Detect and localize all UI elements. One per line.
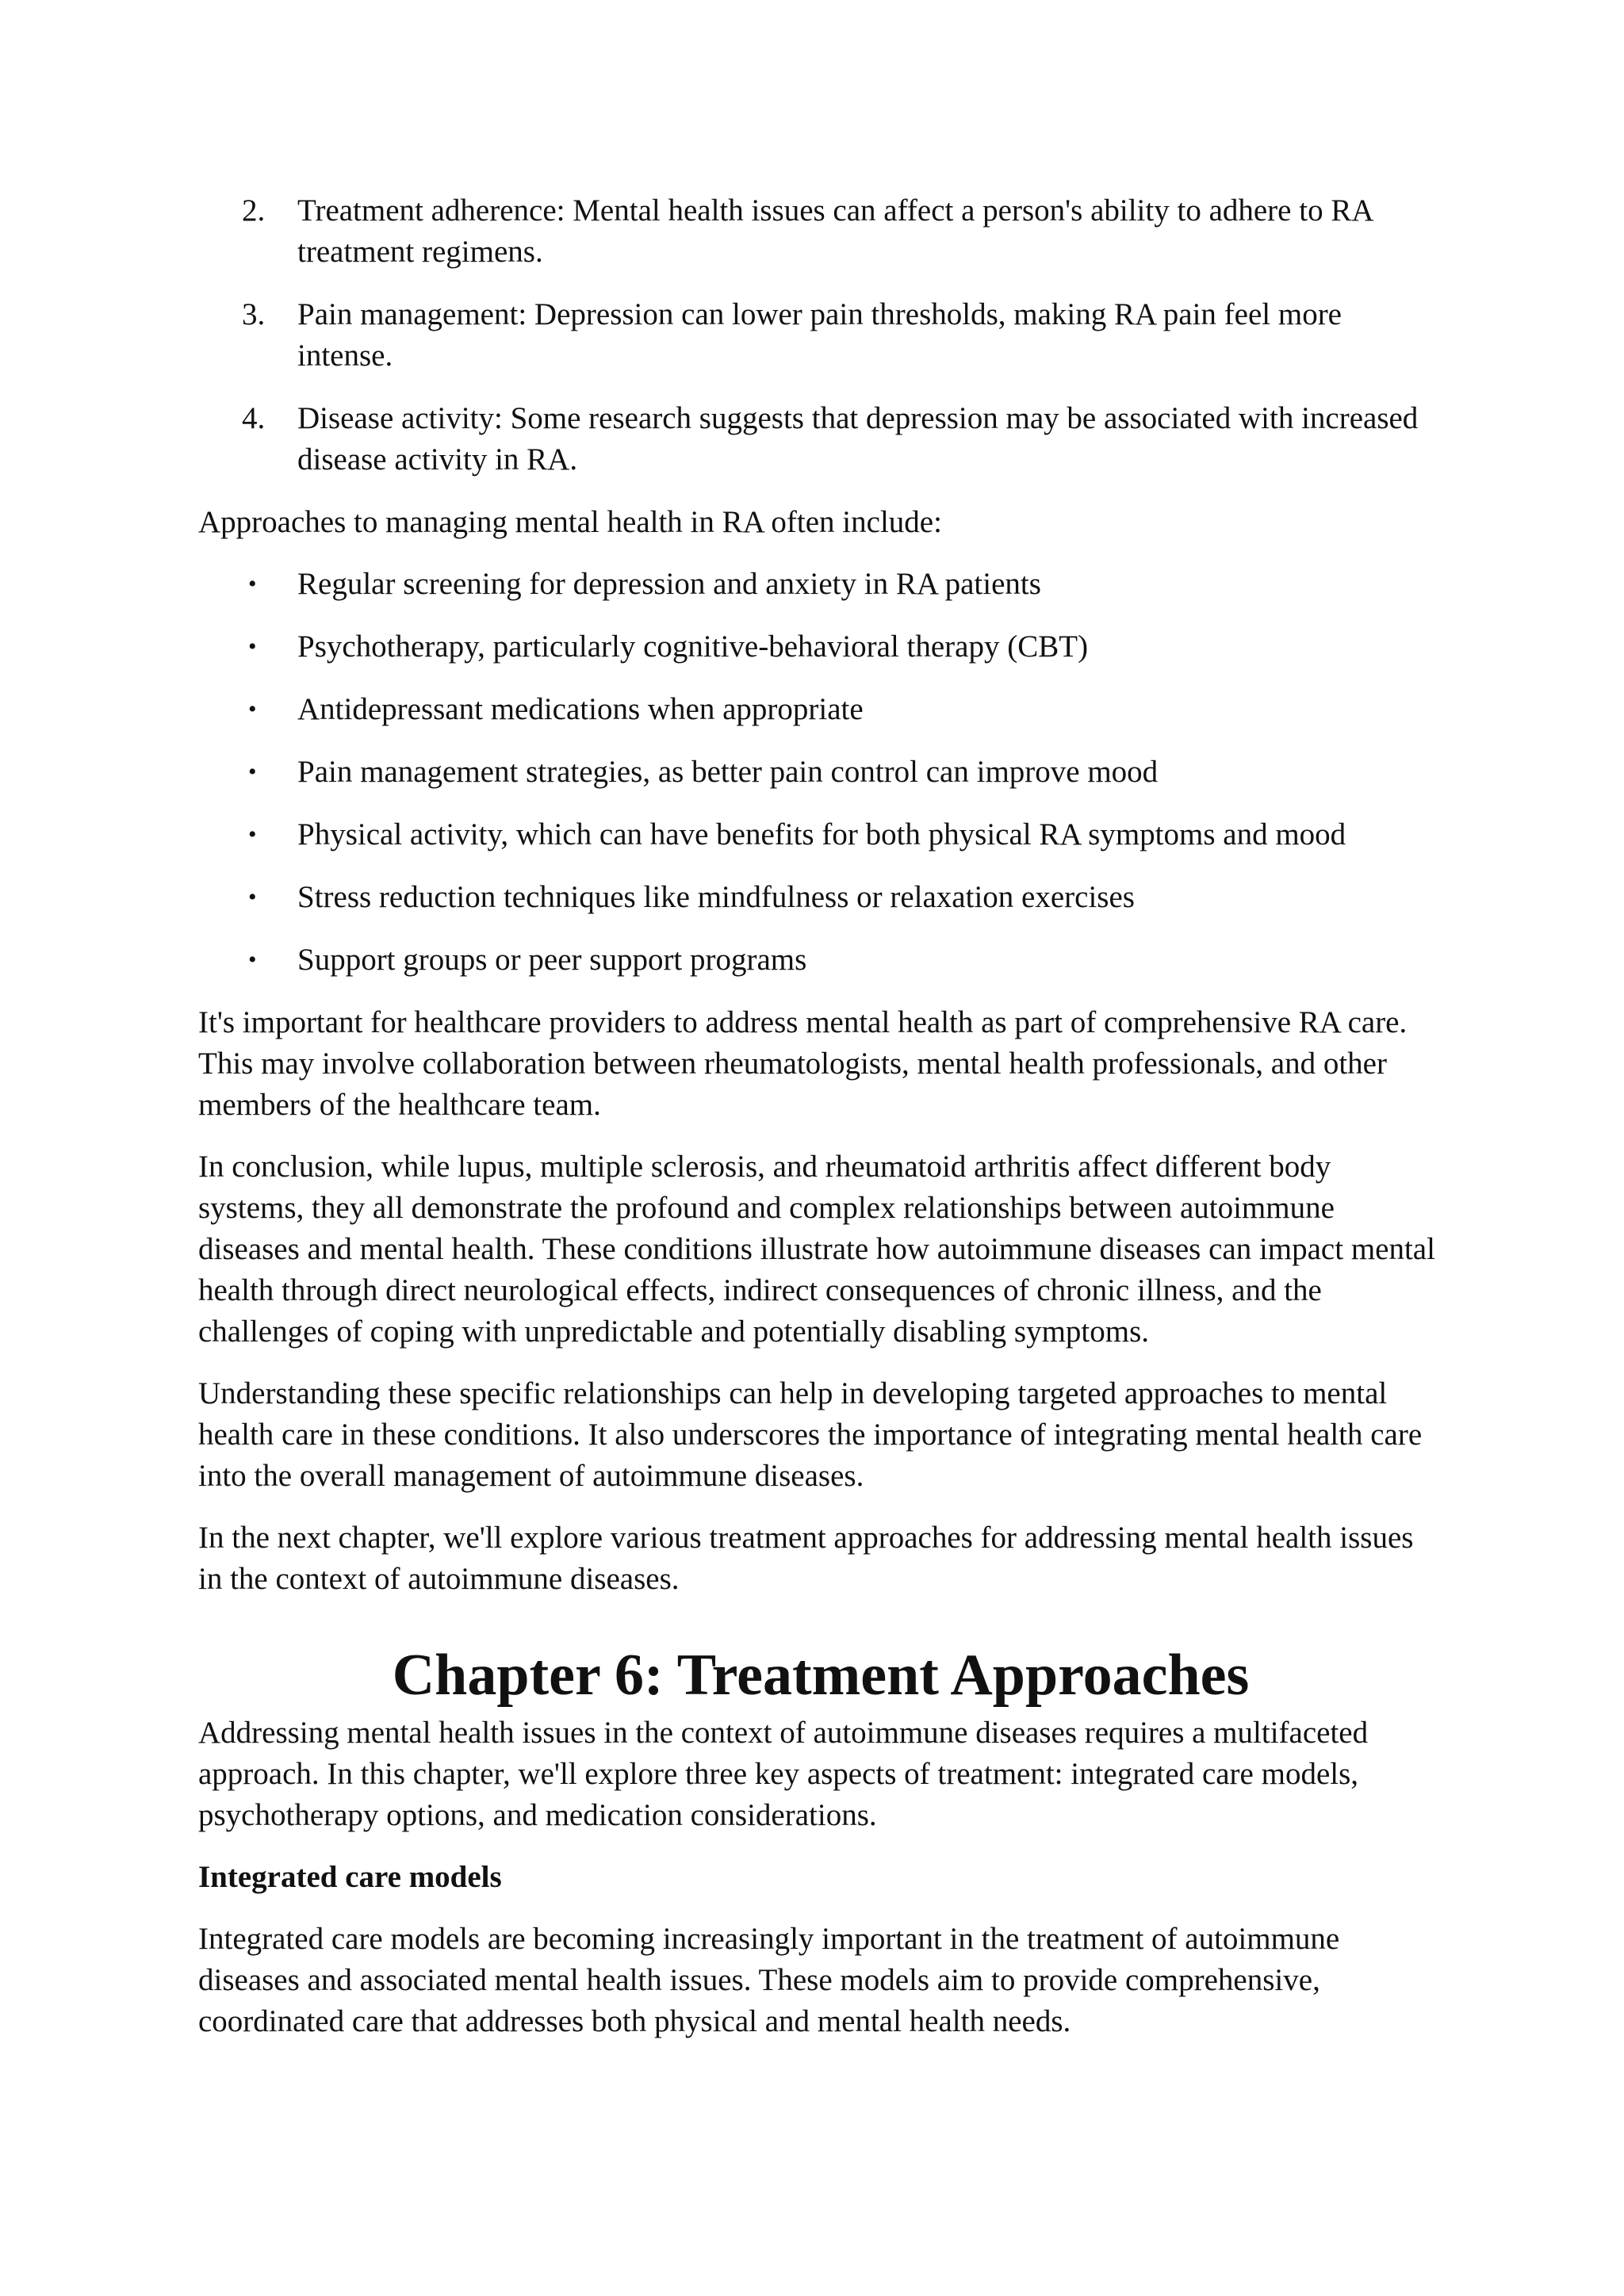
list-item-text: Regular screening for depression and anxiety in RA patients [297, 567, 1041, 601]
bullet-icon: • [248, 696, 257, 722]
body-paragraph: It's important for healthcare providers to address mental health as part of comprehensive RA care. This may involve collaboration between rheumatologists, mental health professionals, and other members of the healthcare team. [198, 1005, 1408, 1122]
list-item-text: Treatment adherence: Mental health issues can affect a person's ability to adhere to RA treatment regimens. [297, 193, 1373, 269]
bullet-icon: • [248, 571, 257, 597]
body-paragraph: In the next chapter, we'll explore various treatment approaches for addressing mental health issues in the context of autoimmune diseases. [198, 1521, 1414, 1596]
list-item [198, 294, 1443, 377]
list-item [198, 752, 1443, 793]
list-item-text: Pain management strategies, as better pain control can improve mood [297, 755, 1159, 789]
list-item-text: Psychotherapy, particularly cognitive-behavioral therapy (CBT) [297, 629, 1089, 664]
list-item [198, 398, 1443, 480]
list-item [198, 190, 1443, 273]
list-item-text: Physical activity, which can have benefits for both physical RA symptoms and mood [297, 817, 1346, 851]
document-page [198, 190, 1443, 2063]
list-number: 4. [242, 401, 266, 435]
list-item-text: Support groups or peer support programs [297, 943, 807, 977]
body-paragraph: Understanding these specific relationships can help in developing targeted approaches to mental health care in these conditions. It also underscores the importance of integrating mental health care into the overall management of autoimmune diseases. [198, 1376, 1423, 1493]
list-item [198, 626, 1443, 668]
approaches-list [198, 564, 1443, 981]
list-item [198, 877, 1443, 918]
list-item [198, 814, 1443, 855]
bullet-icon: • [248, 884, 257, 910]
body-paragraph: Integrated care models are becoming increasingly important in the treatment of autoimmune diseases and associated mental health issues. These models aim to provide comprehensive, coordinated care that addresses both physical and mental health needs. [198, 1922, 1340, 2038]
bullet-icon: • [248, 947, 257, 973]
numbered-list [198, 190, 1443, 480]
bullet-icon: • [248, 759, 257, 785]
list-number: 2. [242, 193, 266, 228]
list-item [198, 689, 1443, 730]
chapter-intro-paragraph: Addressing mental health issues in the context of autoimmune diseases requires a multifaceted approach. In this chapter, we'll explore three key aspects of treatment: integrated care models, psychotherapy options, and medication considerations. [198, 1716, 1369, 1832]
list-item-text: Antidepressant medications when appropriate [297, 692, 864, 726]
approaches-intro: Approaches to managing mental health in RA often include: [198, 505, 942, 539]
chapter-title: Chapter 6: Treatment Approaches [392, 1643, 1250, 1708]
list-item [198, 939, 1443, 981]
bullet-icon: • [248, 821, 257, 848]
list-item-text: Stress reduction techniques like mindfulness or relaxation exercises [297, 880, 1135, 914]
list-item [198, 564, 1443, 605]
list-item-text: Pain management: Depression can lower pain thresholds, making RA pain feel more intense. [297, 297, 1342, 373]
list-item-text: Disease activity: Some research suggests that depression may be associated with increased disease activity in RA. [297, 401, 1419, 476]
bullet-icon: • [248, 633, 257, 660]
body-paragraph: In conclusion, while lupus, multiple sclerosis, and rheumatoid arthritis affect different body systems, they all demonstrate the profound and complex relationships between autoimmune diseases and mental health. These conditions illustrate how autoimmune diseases can impact mental health through direct neurological effects, indirect consequences of chronic illness, and the challenges of coping with unpredictable and potentially disabling symptoms. [198, 1150, 1435, 1349]
list-number: 3. [242, 297, 266, 331]
section-subheading: Integrated care models [198, 1860, 502, 1894]
